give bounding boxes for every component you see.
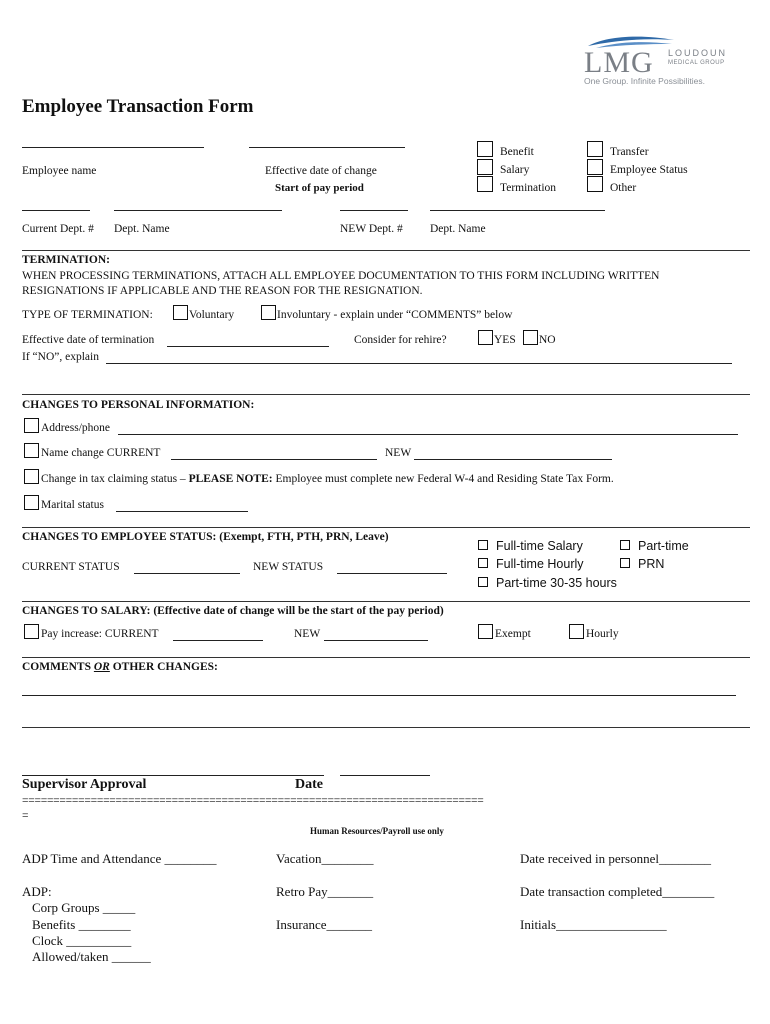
status-heading: CHANGES TO EMPLOYEE STATUS: (Exempt, FTH, PTH, PRN, Leave) — [22, 531, 389, 543]
pay-new-label: NEW — [294, 628, 321, 640]
start-pay-label: Start of pay period — [275, 182, 364, 194]
checkbox-termination[interactable] — [477, 176, 493, 195]
date-line[interactable] — [340, 775, 430, 776]
option-transfer: Transfer — [610, 146, 649, 158]
retro-pay-field[interactable]: Retro Pay_______ — [276, 884, 374, 899]
current-dept-label: Current Dept. # — [22, 223, 94, 235]
dept-name-line[interactable] — [114, 210, 282, 211]
new-dept-name-label: Dept. Name — [430, 223, 486, 235]
current-dept-line[interactable] — [22, 210, 90, 211]
hourly-label: Hourly — [586, 628, 619, 640]
date-received-field[interactable]: Date received in personnel________ — [520, 851, 711, 866]
termination-instruction-2: RESIGNATIONS IF APPLICABLE AND THE REASON FOR THE RESIGNATION. — [22, 285, 423, 297]
termination-heading: TERMINATION: — [22, 254, 110, 266]
comments-line-2[interactable] — [22, 727, 750, 728]
tax-rest: Employee must complete new Federal W-4 and Residing State Tax Form. — [275, 473, 614, 485]
status-option-fulltime-salary[interactable]: Full-time Salary — [478, 539, 583, 553]
checkbox-other[interactable] — [587, 176, 603, 195]
checkbox-rehire-no[interactable] — [523, 330, 539, 346]
effective-date-label: Effective date of change — [265, 165, 377, 177]
termination-date-line[interactable] — [167, 346, 329, 347]
name-current-line[interactable] — [171, 459, 377, 460]
termination-date-label: Effective date of termination — [22, 334, 155, 346]
checkbox-pay-increase[interactable] — [24, 624, 40, 640]
clock-field[interactable]: Clock __________ — [32, 933, 132, 948]
logo-letters: LMG — [584, 46, 654, 79]
rehire-label: Consider for rehire? — [354, 334, 447, 346]
option-employee-status: Employee Status — [610, 164, 688, 176]
option-other: Other — [610, 182, 637, 194]
corp-groups-field[interactable]: Corp Groups _____ — [32, 900, 136, 915]
initials-field[interactable]: Initials_________________ — [520, 917, 667, 932]
comments-or: OR — [93, 661, 110, 673]
form-title: Employee Transaction Form — [22, 96, 254, 117]
divider — [22, 527, 750, 528]
rehire-no-label: NO — [539, 334, 556, 346]
involuntary-label: Involuntary - explain under “COMMENTS” below — [277, 309, 513, 321]
comments-line-1[interactable] — [22, 695, 736, 696]
pay-new-line[interactable] — [324, 640, 428, 641]
name-new-label: NEW — [385, 447, 412, 459]
date-completed-field[interactable]: Date transaction completed________ — [520, 884, 715, 899]
checkbox-transfer[interactable] — [587, 141, 603, 160]
checkbox-name-change[interactable] — [24, 443, 40, 459]
tax-label: Change in tax claiming status – — [41, 473, 186, 485]
benefits-field[interactable]: Benefits ________ — [32, 917, 131, 932]
new-dept-name-line[interactable] — [430, 210, 605, 211]
status-option-parttime-30-35[interactable]: Part-time 30-35 hours — [478, 576, 617, 590]
allowed-taken-field[interactable]: Allowed/taken ______ — [32, 949, 151, 964]
checkbox-address[interactable] — [24, 418, 40, 434]
checkbox-voluntary[interactable] — [173, 305, 189, 321]
checkbox-involuntary[interactable] — [261, 305, 277, 321]
separator: ========================================================================== — [22, 795, 484, 807]
status-option-prn[interactable]: PRN — [620, 557, 664, 571]
divider — [22, 657, 750, 658]
checkbox-tax[interactable] — [24, 469, 40, 485]
logo-name-line1: LOUDOUN — [668, 48, 728, 58]
date-label: Date — [295, 777, 323, 792]
insurance-field[interactable]: Insurance_______ — [276, 917, 373, 932]
name-new-line[interactable] — [414, 459, 612, 460]
explain-line[interactable] — [106, 363, 732, 364]
option-benefit: Benefit — [500, 146, 534, 158]
new-dept-line[interactable] — [340, 210, 408, 211]
new-status-line[interactable] — [337, 573, 447, 574]
personal-heading: CHANGES TO PERSONAL INFORMATION: — [22, 399, 255, 411]
separator-tail: = — [22, 810, 29, 822]
salary-heading: CHANGES TO SALARY: (Effective date of change will be the start of the pay period) — [22, 605, 444, 617]
termination-instruction-1: WHEN PROCESSING TERMINATIONS, ATTACH ALL EMPLOYEE DOCUMENTATION TO THIS FORM INCLUDING WRITTEN — [22, 270, 660, 282]
tax-note: PLEASE NOTE: — [188, 473, 273, 485]
effective-date-line[interactable] — [249, 147, 405, 148]
checkbox-benefit[interactable] — [477, 141, 493, 160]
new-dept-label: NEW Dept. # — [340, 223, 403, 235]
pay-current-line[interactable] — [173, 640, 263, 641]
logo-tagline: One Group. Infinite Possibilities. — [584, 76, 705, 86]
logo-name-line2: MEDICAL GROUP — [668, 60, 725, 66]
vacation-field[interactable]: Vacation________ — [276, 851, 374, 866]
employee-name-line[interactable] — [22, 147, 204, 148]
checkbox-hourly[interactable] — [569, 624, 585, 640]
adp-label: ADP: — [22, 884, 52, 899]
current-status-line[interactable] — [134, 573, 240, 574]
new-status-label: NEW STATUS — [253, 561, 324, 573]
explain-label: If “NO”, explain — [22, 351, 99, 363]
checkbox-exempt[interactable] — [478, 624, 494, 640]
marital-line[interactable] — [116, 511, 248, 512]
address-line[interactable] — [118, 434, 738, 435]
divider — [22, 394, 750, 395]
supervisor-line[interactable] — [22, 775, 324, 776]
divider — [22, 601, 750, 602]
company-logo — [580, 34, 740, 90]
current-status-label: CURRENT STATUS — [22, 561, 120, 573]
termination-type-label: TYPE OF TERMINATION: — [22, 309, 153, 321]
exempt-label: Exempt — [495, 628, 531, 640]
option-termination: Termination — [500, 182, 557, 194]
pay-increase-label: Pay increase: CURRENT — [41, 628, 159, 640]
checkbox-rehire-yes[interactable] — [478, 330, 494, 346]
hr-heading: Human Resources/Payroll use only — [310, 826, 444, 836]
address-label: Address/phone — [41, 422, 110, 434]
checkbox-marital[interactable] — [24, 495, 40, 511]
dept-name-label: Dept. Name — [114, 223, 170, 235]
status-option-parttime[interactable]: Part-time — [620, 539, 689, 553]
status-option-fulltime-hourly[interactable]: Full-time Hourly — [478, 557, 584, 571]
marital-label: Marital status — [41, 499, 104, 511]
employee-name-label: Employee name — [22, 165, 97, 177]
supervisor-label: Supervisor Approval — [22, 777, 147, 792]
rehire-yes-label: YES — [494, 334, 516, 346]
comments-heading: COMMENTS OR OTHER CHANGES: — [22, 661, 218, 673]
divider — [22, 250, 750, 251]
adp-time-field[interactable]: ADP Time and Attendance ________ — [22, 851, 217, 866]
name-change-label: Name change CURRENT — [41, 447, 161, 459]
tax-line — [41, 473, 614, 485]
option-salary: Salary — [500, 164, 530, 176]
voluntary-label: Voluntary — [189, 309, 235, 321]
